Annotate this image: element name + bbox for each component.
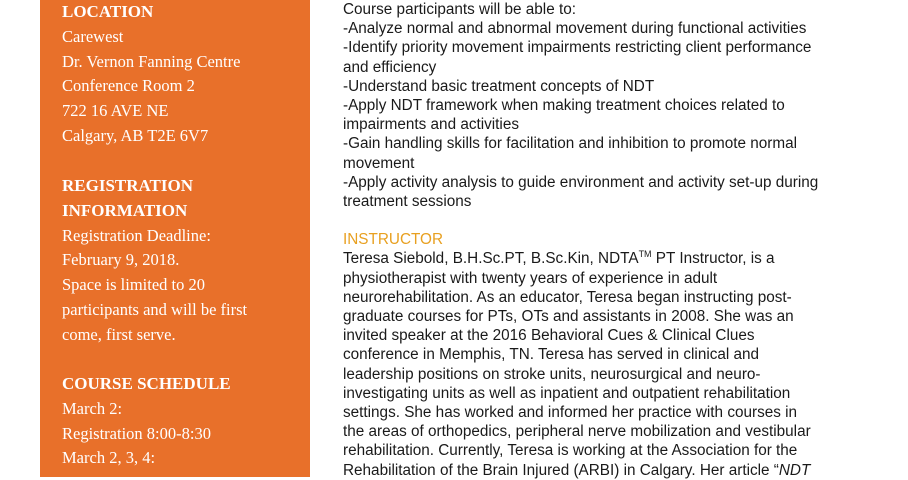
article-title-fragment: NDT — [778, 461, 811, 479]
location-line: Dr. Vernon Fanning Centre — [62, 51, 241, 71]
instructor-line: settings. She has worked and informed her practice with courses in — [343, 404, 798, 422]
instructor-line: graduate courses for PTs, OTs and assistants in 2008. She was an — [343, 308, 794, 326]
objective-line: -Apply NDT framework when making treatment choices related to — [343, 97, 785, 115]
location-line: 722 16 AVE NE — [62, 101, 169, 121]
objective-line: Course participants will be able to: — [343, 1, 576, 18]
instructor-line: conference in Memphis, TN. Teresa has served in clinical and — [343, 346, 760, 364]
trademark-mark: TM — [638, 249, 652, 260]
info-sidebar — [40, 0, 310, 477]
location-line: Calgary, AB T2E 6V7 — [62, 125, 209, 145]
location-heading: LOCATION — [62, 2, 154, 21]
registration-line: Space is limited to 20 — [62, 275, 205, 295]
section-spacer — [343, 211, 883, 230]
registration-line: February 9, 2018. — [62, 250, 180, 270]
instructor-line: investigating units as well as inpatient and outpatient rehabilitation — [343, 384, 791, 402]
registration-section — [62, 174, 302, 348]
schedule-heading: COURSE SCHEDULE — [62, 374, 231, 393]
instructor-line: rehabilitation. Currently, Teresa is working at the Association for the — [343, 442, 798, 460]
instructor-title-text: PT Instructor, is a — [651, 250, 775, 268]
location-section — [62, 0, 302, 149]
location-line: Conference Room 2 — [62, 76, 195, 96]
objective-line: and efficiency — [343, 58, 437, 76]
schedule-line: Registration 8:00-8:30 — [62, 423, 211, 443]
registration-heading-1: REGISTRATION — [62, 176, 193, 195]
instructor-line: invited speaker at the 2016 Behavioral Cues & Clinical Clues — [343, 327, 755, 345]
objective-line: -Apply activity analysis to guide environment and activity set-up during — [343, 173, 819, 191]
registration-line: Registration Deadline: — [62, 225, 211, 245]
objective-line: -Analyze normal and abnormal movement during functional activities — [343, 20, 807, 38]
schedule-section — [62, 372, 302, 471]
objective-line: treatment sessions — [343, 193, 472, 211]
schedule-line: March 2: — [62, 398, 123, 418]
objective-line: movement — [343, 154, 415, 172]
instructor-line: neurorehabilitation. As an educator, Teresa began instructing post- — [343, 288, 792, 306]
registration-heading-2: INFORMATION — [62, 200, 188, 220]
registration-line: participants and will be first — [62, 299, 248, 319]
instructor-line: leadership positions on stroke units, neurosurgical and neuro- — [343, 365, 761, 383]
location-line: Carewest — [62, 26, 124, 46]
schedule-line: March 2, 3, 4: — [62, 448, 156, 468]
instructor-section — [343, 230, 883, 480]
instructor-last-text: Rehabilitation of the Brain Injured (ARBI) in Calgary. Her article “ — [343, 461, 779, 479]
instructor-line: the areas of orthopedics, peripheral nerve mobilization and vestibular — [343, 423, 811, 441]
instructor-name-text: Teresa Siebold, B.H.Sc.PT, B.Sc.Kin, NDTA — [343, 250, 639, 268]
objective-line: impairments and activities — [343, 116, 519, 134]
objective-line: -Understand basic treatment concepts of NDT — [343, 77, 655, 95]
objective-line: -Identify priority movement impairments restricting client performance — [343, 39, 812, 57]
instructor-first-line — [343, 249, 883, 268]
objective-line: -Gain handling skills for facilitation and inhibition to promote normal — [343, 135, 798, 153]
objectives-section — [343, 0, 883, 211]
main-content — [343, 0, 883, 480]
instructor-line: physiotherapist with twenty years of experience in adult — [343, 269, 718, 287]
registration-line: come, first serve. — [62, 324, 176, 344]
instructor-heading: INSTRUCTOR — [343, 231, 443, 249]
